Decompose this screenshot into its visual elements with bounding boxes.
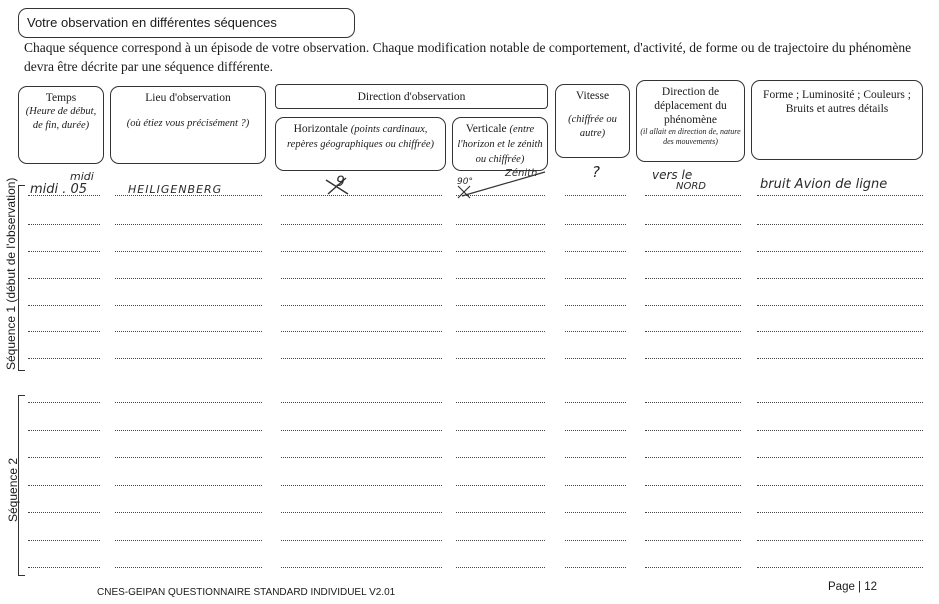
hw-verticale-top: Zénith (505, 168, 538, 179)
header-vitesse-sub: (chiffrée ou autre) (568, 114, 617, 139)
hw-horizontale: 9 (336, 174, 345, 190)
header-temps-title: Temps (45, 92, 77, 104)
header-forme: Forme ; Luminosité ; Couleurs ; Bruits et autres détails (751, 80, 923, 160)
hw-temps: midi . 05 (30, 182, 88, 197)
header-horizontale-sub: (points cardinaux, repères géographiques ou chiffrée) (286, 124, 435, 150)
header-deplacement-sub: (il allait en direction de, nature des mouvements) (640, 127, 741, 146)
header-vitesse-title: Vitesse (575, 90, 610, 102)
hw-verticale-left: 90° (457, 177, 473, 187)
header-lieu-sub: (où étiez vous précisément ?) (126, 118, 250, 129)
header-horizontale-title: Horizontale (293, 123, 348, 135)
hw-temps-top: midi (70, 170, 94, 183)
page-number: Page | 12 (828, 581, 878, 593)
header-verticale-title: Verticale (465, 123, 507, 135)
verticale-stroke (462, 172, 545, 196)
hw-vitesse: ? (592, 163, 600, 181)
sequence-1-label: Séquence 1 (début de l'observation) (4, 177, 18, 370)
header-deplacement-title: Direction de déplacement du phénomène (654, 86, 727, 126)
intro-paragraph: Chaque séquence correspond à un épisode de votre observation. Chaque modification notable de comportement, d'activité, de forme ou de trajectoire du phénomène devra être décrite par une séquence différente. (24, 40, 912, 74)
header-verticale-sub: (entre l'horizon et le zénith ou chiffrée) (457, 124, 543, 165)
scribble-mark (326, 178, 348, 194)
sequence-2-label: Séquence 2 (6, 457, 20, 522)
hw-forme: bruit Avion de ligne (760, 177, 888, 192)
hw-deplacement: NORD (676, 181, 706, 192)
footer-form-id: CNES-GEIPAN QUESTIONNAIRE STANDARD INDIVIDUEL V2.01 (97, 587, 396, 598)
section-title: Votre observation en différentes séquences (18, 8, 355, 38)
header-lieu-title: Lieu d'observation (145, 92, 231, 104)
header-direction-group: Direction d'observation (275, 84, 548, 109)
header-temps-sub: (Heure de début, de fin, durée) (25, 106, 97, 131)
verticale-cross (458, 186, 470, 198)
hw-deplacement-top: vers le (652, 168, 693, 182)
hw-lieu: HEILIGENBERG (128, 183, 223, 196)
